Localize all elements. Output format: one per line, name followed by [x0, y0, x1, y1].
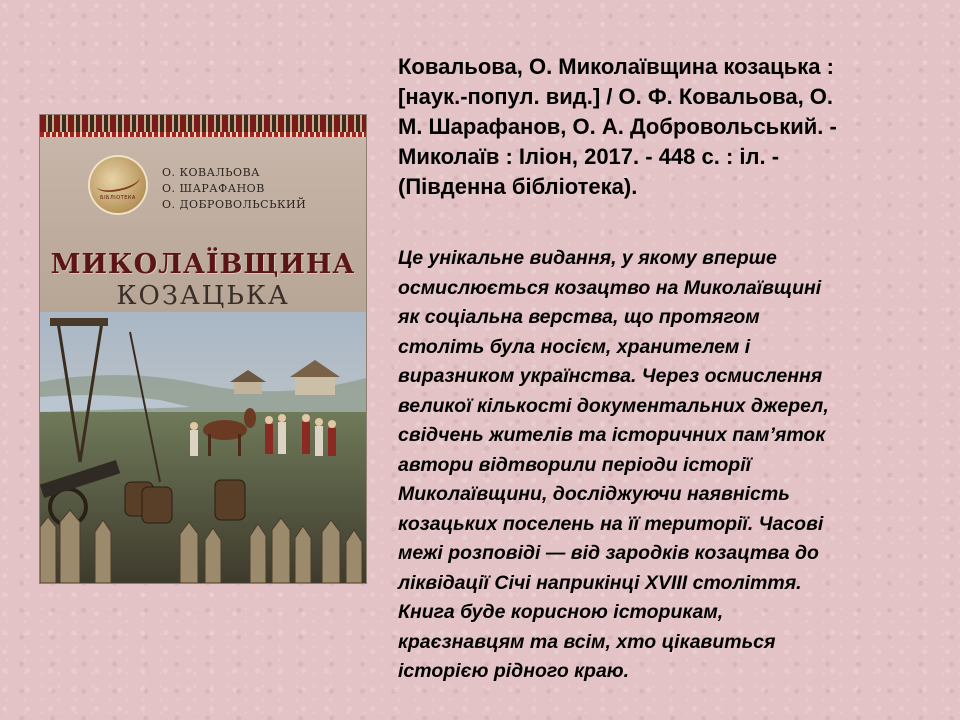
cover-title: МИКОЛАЇВЩИНА: [50, 249, 356, 280]
cover-author: О. ШАРАФАНОВ: [162, 182, 265, 195]
cover-subtitle: КОЗАЦЬКА: [116, 281, 290, 311]
cover-author: О. КОВАЛЬОВА: [162, 166, 260, 179]
cover-painting-cossack-camp: [40, 312, 366, 583]
badge-script-mark: [95, 169, 142, 196]
series-badge-label: БІБЛІОТЕКА: [100, 195, 136, 201]
cover-title-area: [40, 137, 366, 312]
series-badge-icon: [90, 157, 146, 213]
cover-ornament-border: [40, 115, 366, 137]
cover-author: О. ДОБРОВОЛЬСЬКИЙ: [162, 198, 307, 211]
bibliographic-record: Ковальова, О. Миколаївщина козацька : [наук.-попул. вид.] / О. Ф. Ковальова, О. М. Шарафанов, О. А. Добровольський. - Миколаїв : Іліон, 2017. - 448 с. : іл. - (Південна бібліотека).: [398, 54, 837, 199]
cover-authors: [162, 165, 306, 213]
book-annotation: Це унікальне видання, у якому вперше осмислюється козацтво на Миколаївщині як соціальна верства, що протягом століть була носієм, хранителем і виразником українства. Через осмислення великої кількості документальних джерел, свідчень жителів та історичних пам’яток автори відтворили періоди історії Миколаївщини, досліджуючи наявність козацьких поселень на її території. Часові межі розповіді — від зародків козацтва до ліквідації Січі наприкінці XVIII століття. Книга буде корисною історикам, краєзнавцям та всім, хто цікавиться історією рідного краю.: [398, 247, 829, 682]
book-cover-image: [40, 115, 366, 583]
